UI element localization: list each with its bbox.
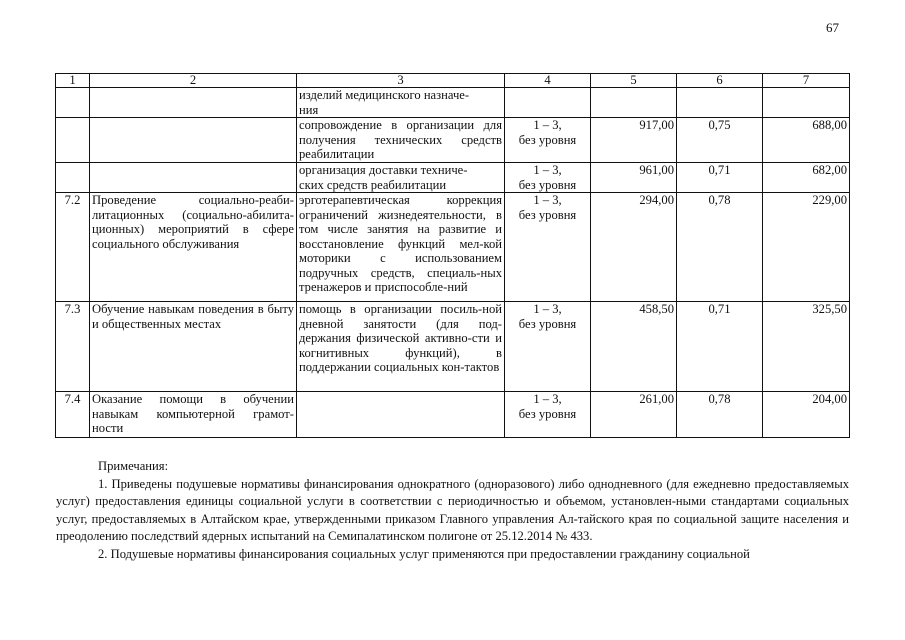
- table-header-row: [56, 74, 850, 88]
- norm-value: [763, 88, 850, 118]
- cost-value: 961,00: [591, 163, 677, 193]
- note-item-2: 2. Подушевые нормативы финансирования социальных услуг применяются при предоставлении гражданину социальной: [98, 546, 750, 561]
- row-number: 7.2: [56, 193, 90, 302]
- norm-value: 204,00: [763, 392, 850, 438]
- financing-norms-table: [55, 73, 850, 438]
- page-number: 67: [826, 20, 839, 35]
- table-row: [56, 392, 850, 438]
- service-content: эрготерапевтическая коррекция ограничений жизнедеятельности, в том числе занятия на развитие и восстановление функций мел-кой моторики с использованием подручных средств, специаль-ных тренажеров и приспособле-ний: [297, 193, 505, 302]
- column-header-5: 5: [591, 74, 677, 88]
- table-row: [56, 88, 850, 118]
- norm-value: 229,00: [763, 193, 850, 302]
- row-number: 7.4: [56, 392, 90, 438]
- row-number: [56, 88, 90, 118]
- table-row: [56, 118, 850, 163]
- service-content: изделий медицинского назначе- ния: [297, 88, 505, 118]
- cost-value: [591, 88, 677, 118]
- coefficient-value: [677, 88, 763, 118]
- cost-value: 294,00: [591, 193, 677, 302]
- row-number: [56, 163, 90, 193]
- column-header-7: 7: [763, 74, 850, 88]
- cost-value: 917,00: [591, 118, 677, 163]
- level-range: 1 – 3, без уровня: [505, 193, 591, 302]
- table-row: [56, 302, 850, 392]
- coefficient-value: 0,71: [677, 163, 763, 193]
- norm-value: 682,00: [763, 163, 850, 193]
- column-header-1: 1: [56, 74, 90, 88]
- service-content: помощь в организации посиль-ной дневной занятости (для под-держания физической активно-сти и когнитивных функций), в поддержании социальных кон-тактов: [297, 302, 505, 392]
- level-range: 1 – 3, без уровня: [505, 118, 591, 163]
- notes-heading: Примечания:: [98, 459, 169, 473]
- row-number: 7.3: [56, 302, 90, 392]
- service-content: [297, 392, 505, 438]
- coefficient-value: 0,78: [677, 193, 763, 302]
- service-name: [90, 163, 297, 193]
- column-header-2: 2: [90, 74, 297, 88]
- level-range: 1 – 3, без уровня: [505, 392, 591, 438]
- service-name: Оказание помощи в обучении навыкам компьютерной грамот-ности: [90, 392, 297, 438]
- notes-section: [56, 458, 849, 563]
- column-header-4: 4: [505, 74, 591, 88]
- coefficient-value: 0,75: [677, 118, 763, 163]
- table-body: [56, 88, 850, 438]
- service-name: [90, 88, 297, 118]
- service-content: сопровождение в организации для получения технических средств реабилитации: [297, 118, 505, 163]
- table-row: [56, 163, 850, 193]
- norm-value: 688,00: [763, 118, 850, 163]
- norm-value: 325,50: [763, 302, 850, 392]
- column-header-3: 3: [297, 74, 505, 88]
- service-name: Обучение навыкам поведения в быту и общественных местах: [90, 302, 297, 392]
- note-item-1: 1. Приведены подушевые нормативы финансирования однократного (одноразового) либо однодневного (для ежедневно предоставляемых услуг) предоставления единицы социальной услуги в соответствии с периодичностью и объемом, установлен-ными стандартами социальных услуг, предоставляемых в Алтайском крае, утвержденными приказом Главного управления Ал-тайского края по социальной защите населения и преодолению последствий ядерных испытаний на Семипалатинском полигоне от 25.12.2014 № 433.: [56, 476, 849, 543]
- cost-value: 261,00: [591, 392, 677, 438]
- service-name: [90, 118, 297, 163]
- service-content: организация доставки техниче- ских средств реабилитации: [297, 163, 505, 193]
- level-range: 1 – 3, без уровня: [505, 302, 591, 392]
- table-row: [56, 193, 850, 302]
- level-range: 1 – 3, без уровня: [505, 163, 591, 193]
- coefficient-value: 0,71: [677, 302, 763, 392]
- coefficient-value: 0,78: [677, 392, 763, 438]
- service-name: Проведение социально-реаби-литационных (социально-абилита-ционных) мероприятий в сфере социального обслуживания: [90, 193, 297, 302]
- cost-value: 458,50: [591, 302, 677, 392]
- level-range: [505, 88, 591, 118]
- column-header-6: 6: [677, 74, 763, 88]
- row-number: [56, 118, 90, 163]
